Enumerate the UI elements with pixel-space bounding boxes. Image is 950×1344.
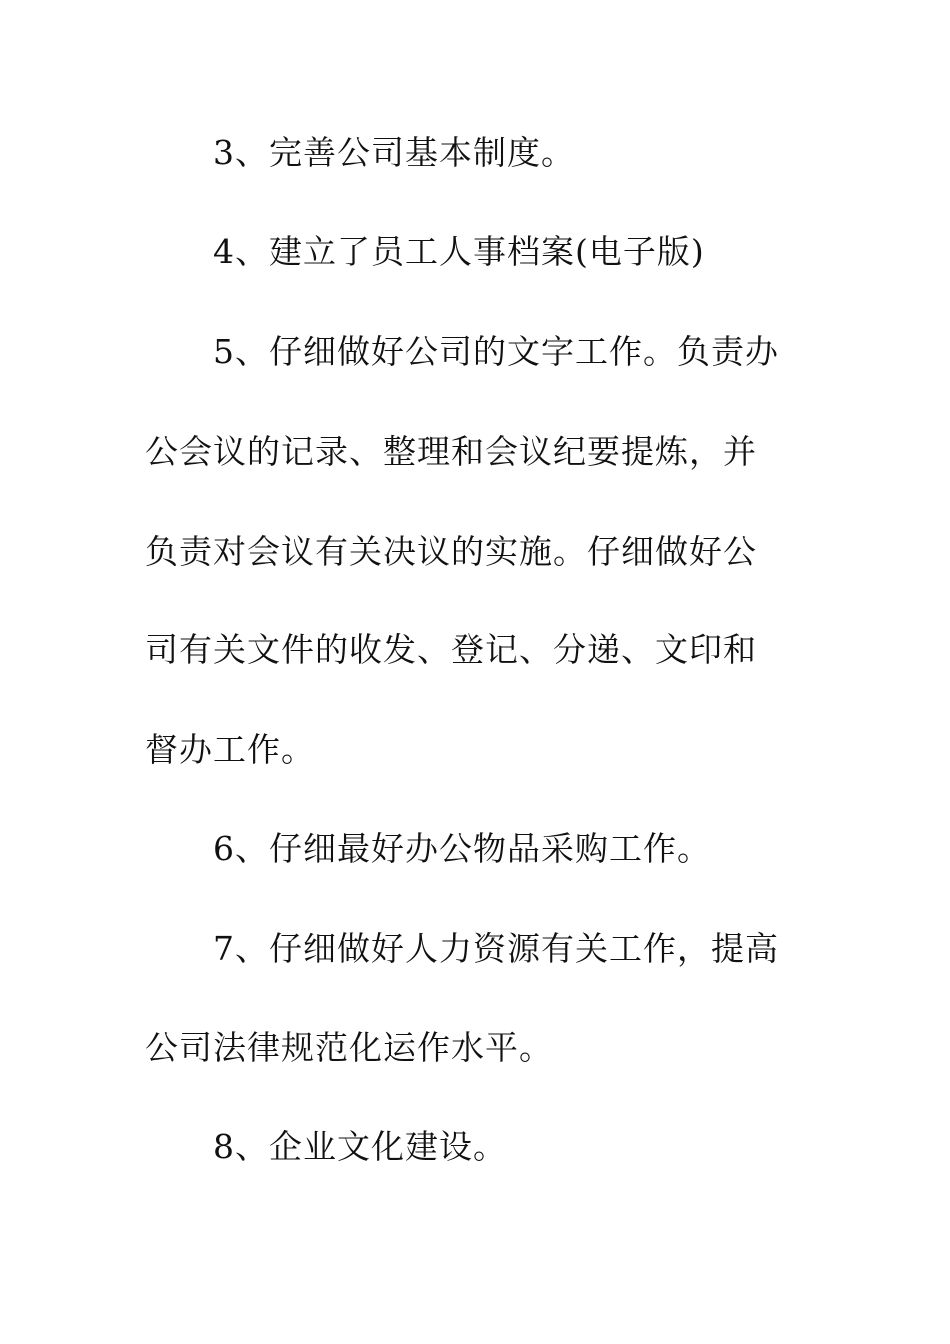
list-item-4: 4、建立了员工人事档案(电子版) — [213, 232, 705, 271]
list-item-3: 3、完善公司基本制度。 — [213, 133, 575, 172]
list-item-7-line-2: 公司法律规范化运作水平。 — [145, 1028, 553, 1067]
list-item-6: 6、仔细最好办公物品采购工作。 — [213, 829, 711, 868]
list-item-5-line-2: 公会议的记录、整理和会议纪要提炼，并 — [145, 432, 757, 471]
list-item-5-line-1: 5、仔细做好公司的文字工作。负责办 — [213, 332, 779, 371]
list-item-5-line-5: 督办工作。 — [145, 730, 315, 769]
list-item-5-line-4: 司有关文件的收发、登记、分递、文印和 — [145, 630, 757, 669]
list-item-8: 8、企业文化建设。 — [213, 1127, 507, 1166]
list-item-5-line-3: 负责对会议有关决议的实施。仔细做好公 — [145, 532, 757, 571]
list-item-7-line-1: 7、仔细做好人力资源有关工作，提高 — [213, 929, 779, 968]
